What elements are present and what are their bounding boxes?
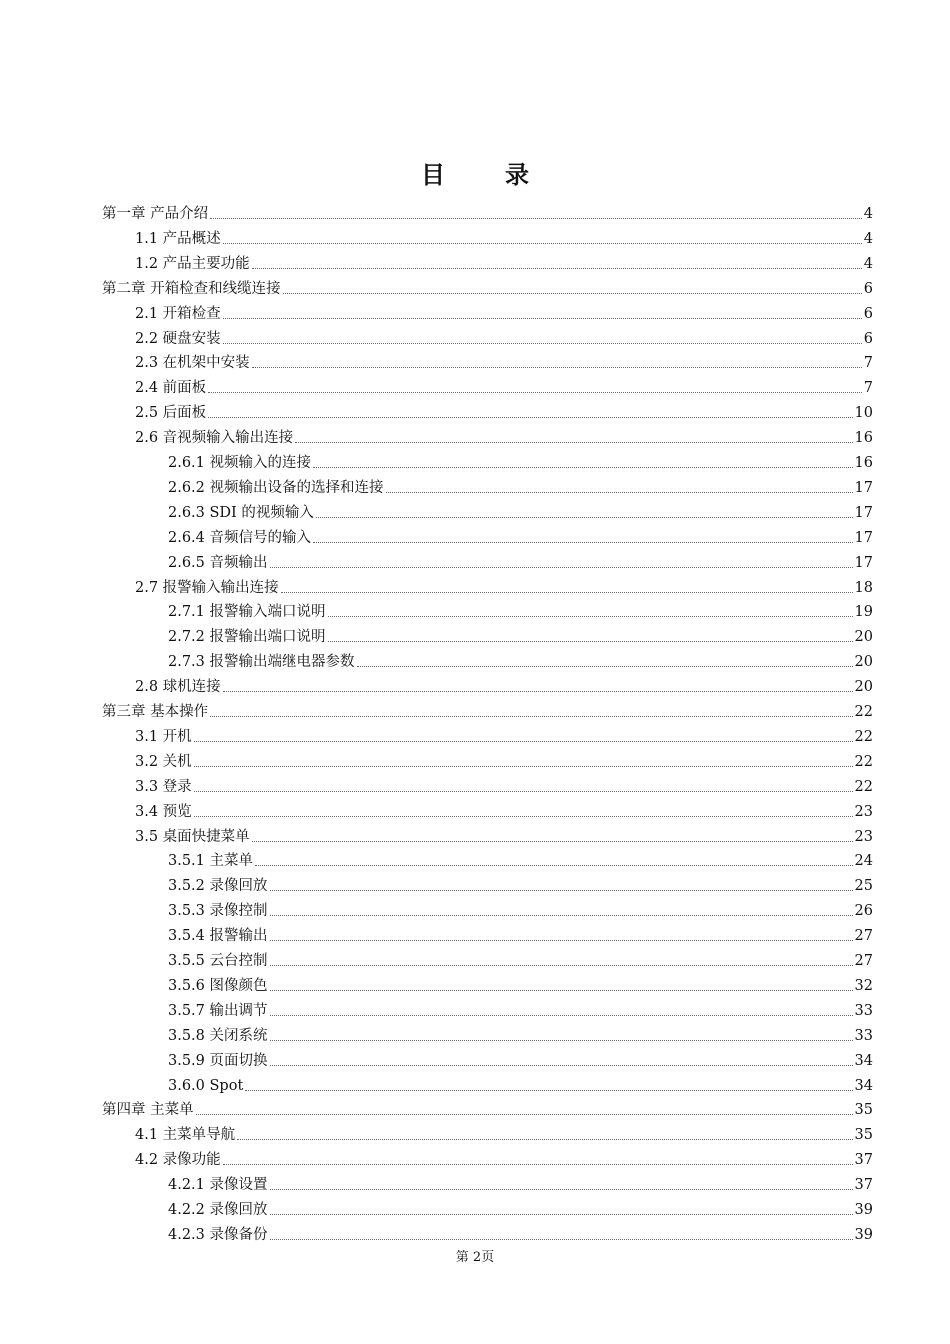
dot-leader [270, 1238, 853, 1240]
toc-entry-title: 3.5.6 图像颜色 [168, 977, 268, 994]
dot-leader [237, 1138, 852, 1140]
toc-entry-page: 22 [854, 728, 873, 745]
toc-entry-title: 3.3 登录 [135, 778, 192, 795]
toc-entry-title: 1.2 产品主要功能 [135, 255, 250, 272]
toc-entry-page: 22 [854, 778, 873, 795]
toc-entry-title: 2.7.2 报警输出端口说明 [168, 629, 326, 646]
toc-entry-page: 4 [863, 255, 873, 272]
toc-entry-title: 2.1 开箱检查 [135, 305, 221, 322]
toc-entry-page: 22 [854, 753, 873, 770]
toc-entry[interactable] [168, 1220, 873, 1244]
dot-leader [223, 317, 862, 319]
toc-entry-page: 33 [854, 1027, 873, 1044]
toc-entry-title: 2.6 音视频输入输出连接 [135, 430, 294, 447]
toc-entry-title: 4.2.3 录像备份 [168, 1226, 268, 1243]
toc-entry-page: 17 [854, 504, 873, 521]
toc-entry[interactable] [135, 1145, 873, 1169]
toc-entry-page: 35 [854, 1127, 873, 1144]
toc-entry[interactable] [168, 1170, 873, 1194]
dot-leader [328, 640, 853, 642]
toc-entry-page: 10 [854, 405, 873, 422]
toc-entry-title: 第一章 产品介绍 [102, 206, 209, 222]
toc-entry-title: 3.5.5 云台控制 [168, 953, 268, 969]
toc-entry[interactable] [168, 846, 873, 870]
toc-entry-title: 2.2 硬盘安装 [135, 330, 221, 347]
toc-entry-title: 1.1 产品概述 [135, 230, 221, 247]
toc-entry-page: 17 [854, 529, 873, 546]
dot-leader [194, 790, 853, 792]
dot-leader [270, 1039, 853, 1041]
dot-leader [313, 541, 853, 543]
toc-entry[interactable] [135, 772, 873, 796]
dot-leader [270, 566, 853, 568]
toc-entry-title: 2.8 球机连接 [135, 679, 221, 696]
toc-entry-page: 34 [854, 1052, 873, 1069]
toc-entry-title: 第四章 主菜单 [102, 1102, 194, 1119]
toc-entry-page: 6 [863, 280, 873, 297]
toc-entry-title: 3.5.9 页面切换 [168, 1052, 268, 1069]
dot-leader [283, 292, 862, 294]
toc-entry-title: 3.4 预览 [135, 803, 192, 820]
toc-entry-page: 39 [854, 1226, 873, 1243]
toc-entry[interactable] [102, 1095, 873, 1119]
dot-leader [196, 1113, 853, 1115]
toc-entry-title: 2.6.2 视频输出设备的选择和连接 [168, 479, 384, 496]
dot-leader [270, 989, 853, 991]
dot-leader [194, 765, 853, 767]
toc-entry[interactable] [168, 1046, 873, 1070]
toc-entry-title: 3.5.4 报警输出 [168, 928, 268, 945]
toc-entry-title: 3.5.1 主菜单 [168, 853, 254, 870]
dot-leader [223, 690, 853, 692]
dot-leader [270, 889, 853, 891]
toc-entry[interactable] [168, 473, 873, 497]
toc-entry-page: 6 [863, 330, 873, 347]
toc-entry-title: 2.4 前面板 [135, 380, 207, 397]
toc-entry[interactable] [135, 423, 873, 447]
toc-entry-page: 37 [854, 1152, 873, 1169]
toc-entry-page: 27 [854, 928, 873, 945]
toc-entry-title: 3.5.8 关闭系统 [168, 1027, 268, 1044]
toc-entry[interactable] [135, 573, 873, 597]
toc-entry[interactable] [168, 871, 873, 895]
dot-leader [208, 391, 862, 393]
dot-leader [252, 366, 862, 368]
toc-entry[interactable] [168, 921, 873, 945]
toc-entry-title: 2.6.1 视频输入的连接 [168, 455, 312, 471]
toc-entry-title: 4.2.1 录像设置 [168, 1177, 268, 1194]
toc-entry[interactable] [168, 1195, 873, 1219]
toc-entry[interactable] [135, 224, 873, 248]
dot-leader [210, 217, 862, 219]
dot-leader [252, 840, 853, 842]
toc-entry-page: 4 [863, 206, 873, 222]
toc-entry[interactable] [102, 274, 873, 298]
toc-entry[interactable] [168, 498, 873, 522]
toc-entry-title: 2.6.3 SDI 的视频输入 [168, 504, 314, 521]
toc-entry-page: 20 [854, 654, 873, 671]
dot-leader [270, 939, 853, 941]
toc-entry[interactable] [135, 747, 873, 771]
toc-entry-title: 2.3 在机架中安装 [135, 355, 250, 372]
toc-entry-page: 23 [854, 803, 873, 820]
dot-leader [255, 864, 853, 866]
dot-leader [313, 466, 853, 468]
toc-entry[interactable] [102, 697, 873, 721]
toc-entry[interactable] [135, 822, 873, 846]
toc-entry-page: 4 [863, 230, 873, 247]
dot-leader [252, 267, 862, 269]
toc-entry-title: 3.5.3 录像控制 [168, 903, 268, 920]
dot-leader [223, 1163, 853, 1165]
dot-leader [270, 1064, 853, 1066]
toc-entry-title: 2.6.5 音频输出 [168, 554, 268, 571]
dot-leader [281, 591, 853, 593]
toc-entry-page: 19 [854, 604, 873, 621]
toc-entry[interactable] [135, 324, 873, 348]
dot-leader [194, 815, 853, 817]
dot-leader [223, 342, 862, 344]
toc-entry-title: 3.5 桌面快捷菜单 [135, 828, 250, 845]
dot-leader [270, 1014, 853, 1016]
toc-entry-title: 2.5 后面板 [135, 405, 207, 422]
toc-entry[interactable] [168, 647, 873, 671]
dot-leader [245, 1089, 852, 1091]
dot-leader [295, 441, 852, 443]
toc-entry-title: 2.7 报警输入输出连接 [135, 579, 279, 596]
toc-entry-title: 3.2 关机 [135, 753, 192, 770]
dot-leader [208, 416, 852, 418]
dot-leader [210, 715, 852, 717]
toc-entry-page: 26 [854, 903, 873, 920]
dot-leader [270, 1188, 853, 1190]
toc-entry[interactable] [168, 523, 873, 547]
toc-entry[interactable] [168, 896, 873, 920]
toc-entry-title: 3.5.7 输出调节 [168, 1002, 268, 1019]
dot-leader [223, 242, 862, 244]
toc-entry[interactable] [135, 373, 873, 397]
toc-entry[interactable] [168, 597, 873, 621]
toc-entry[interactable] [135, 722, 873, 746]
toc-entry-title: 3.5.2 录像回放 [168, 878, 268, 895]
toc-entry[interactable] [168, 946, 873, 970]
dot-leader [270, 964, 853, 966]
toc-entry[interactable] [135, 249, 873, 273]
toc-entry-page: 7 [863, 355, 873, 372]
toc-entry-page: 16 [854, 430, 873, 447]
toc-entry-page: 27 [854, 953, 873, 969]
page-number-footer: 第 2页 [455, 1250, 495, 1265]
toc-entry[interactable] [168, 1021, 873, 1045]
toc-entry-title: 第三章 基本操作 [102, 704, 209, 720]
toc-entry[interactable] [168, 548, 873, 572]
toc-entry[interactable] [135, 398, 873, 422]
toc-entry-page: 17 [854, 479, 873, 496]
toc-entry-title: 2.7.1 报警输入端口说明 [168, 604, 326, 621]
toc-entry-page: 16 [854, 455, 873, 471]
toc-entry[interactable] [135, 299, 873, 323]
toc-entry[interactable] [168, 996, 873, 1020]
toc-entry-title: 2.7.3 报警输出端继电器参数 [168, 654, 355, 671]
toc-entry-page: 23 [854, 828, 873, 845]
toc-entry[interactable] [135, 672, 873, 696]
toc-entry-page: 33 [854, 1002, 873, 1019]
page-title: 目 录 [421, 161, 547, 189]
toc-entry[interactable] [135, 1120, 873, 1144]
toc-entry-page: 6 [863, 305, 873, 322]
toc-entry-page: 17 [854, 554, 873, 571]
toc-entry-page: 25 [854, 878, 873, 895]
toc-entry[interactable] [102, 199, 873, 223]
toc-entry[interactable] [135, 348, 873, 372]
toc-entry-page: 37 [854, 1177, 873, 1194]
dot-leader [270, 914, 853, 916]
toc-entry[interactable] [135, 797, 873, 821]
toc-entry-page: 24 [854, 853, 873, 870]
toc-entry-page: 20 [854, 629, 873, 646]
dot-leader [328, 615, 853, 617]
toc-entry-page: 22 [854, 704, 873, 720]
toc-entry-page: 39 [854, 1202, 873, 1218]
toc-entry-page: 18 [854, 579, 873, 596]
toc-entry-page: 20 [854, 679, 873, 696]
dot-leader [316, 516, 853, 518]
toc-entry-title: 3.6.0 Spot [168, 1077, 244, 1094]
toc-entry-title: 4.1 主菜单导航 [135, 1127, 236, 1144]
toc-entry-title: 2.6.4 音频信号的输入 [168, 529, 312, 546]
toc-entry[interactable] [168, 1071, 873, 1095]
toc-entry[interactable] [168, 622, 873, 646]
toc-entry-title: 第二章 开箱检查和线缆连接 [102, 280, 281, 297]
toc-entry-page: 34 [854, 1077, 873, 1094]
toc-entry-title: 4.2 录像功能 [135, 1152, 221, 1169]
toc-entry-page: 7 [863, 380, 873, 397]
toc-entry[interactable] [168, 971, 873, 995]
dot-leader [357, 665, 853, 667]
toc-entry[interactable] [168, 448, 873, 472]
toc-entry-title: 4.2.2 录像回放 [168, 1202, 268, 1218]
dot-leader [270, 1213, 853, 1215]
toc-entry-page: 35 [854, 1102, 873, 1119]
toc-entry-title: 3.1 开机 [135, 728, 192, 745]
dot-leader [194, 740, 853, 742]
dot-leader [386, 491, 853, 493]
toc-entry-page: 32 [854, 977, 873, 994]
